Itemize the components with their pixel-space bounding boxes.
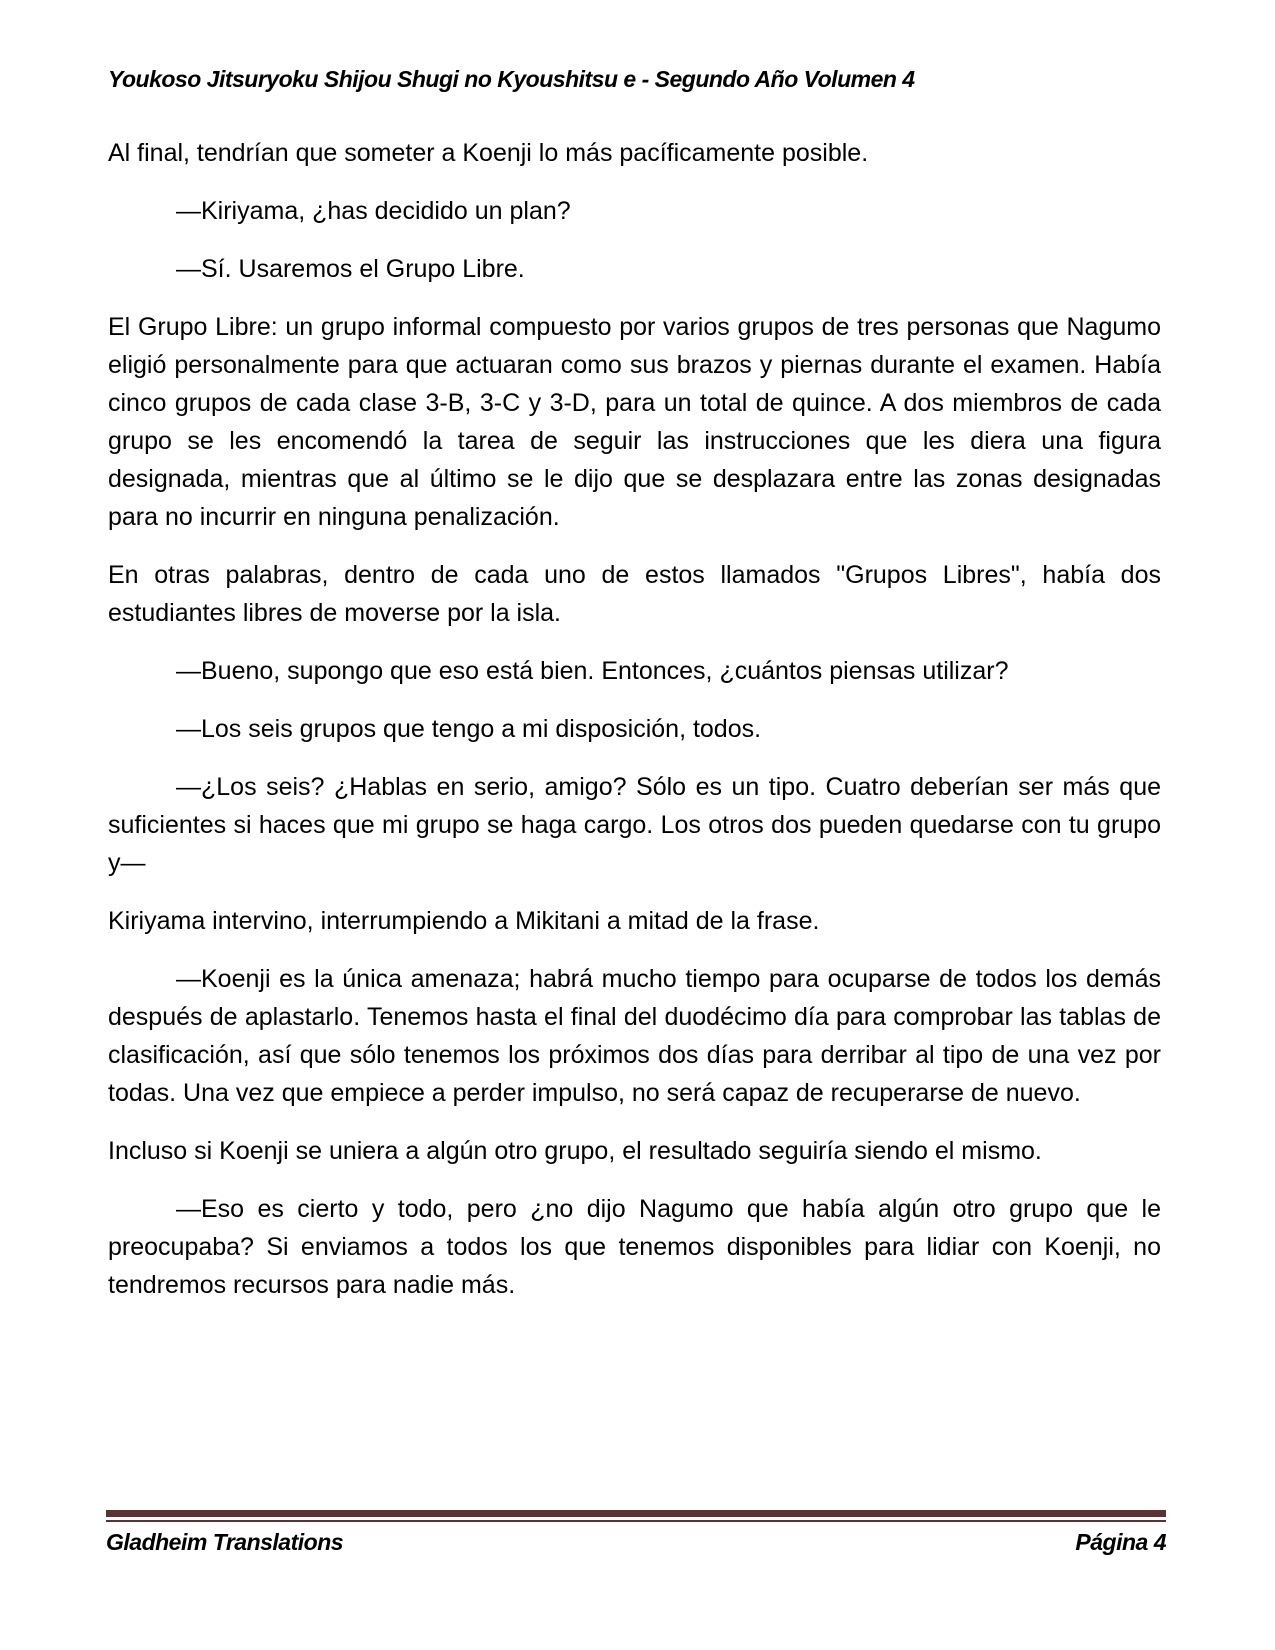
paragraph: Incluso si Koenji se uniera a algún otro grupo, el resultado seguiría siendo el mismo. — [108, 1137, 1042, 1165]
paragraph: —Eso es cierto y todo, pero ¿no dijo Nagumo que había algún otro grupo que le preocupaba? Si enviamos a todos los que tenemos disponibles para lidiar con Koenji, no tendremos recursos para nadie más. — [108, 1195, 1161, 1299]
paragraph: Al final, tendrían que someter a Koenji lo más pacíficamente posible. — [108, 139, 869, 167]
header-title: Youkoso Jitsuryoku Shijou Shugi no Kyoushitsu e - Segundo Año Volumen 4 — [108, 66, 915, 92]
body-paragraphs — [108, 134, 1161, 1324]
footer-page-number: Página 4 — [1075, 1529, 1166, 1555]
document-header — [108, 66, 1167, 93]
paragraph: El Grupo Libre: un grupo informal compuesto por varios grupos de tres personas que Nagumo eligió personalmente para que actuaran como sus brazos y piernas durante el examen. Había cinco grupos de cada clase 3-B, 3-C y 3-D, para un total de quince. A dos miembros de cada grupo se les encomendó la tarea de seguir las instrucciones que les diera una figura designada, mientras que al último se le dijo que se desplazara entre las zonas designadas para no incurrir en ninguna penalización. — [108, 313, 1161, 531]
paragraph: —Los seis grupos que tengo a mi disposición, todos. — [176, 715, 762, 743]
paragraph: —¿Los seis? ¿Hablas en serio, amigo? Sólo es un tipo. Cuatro deberían ser más que suficientes si haces que mi grupo se haga cargo. Los otros dos pueden quedarse con tu grupo y— — [108, 773, 1161, 877]
footer-rule-thin — [106, 1520, 1166, 1522]
paragraph: En otras palabras, dentro de cada uno de estos llamados "Grupos Libres", había dos estudiantes libres de moverse por la isla. — [108, 561, 1161, 627]
document-footer — [106, 1510, 1166, 1556]
paragraph: —Bueno, supongo que eso está bien. Entonces, ¿cuántos piensas utilizar? — [176, 657, 1009, 685]
footer-row — [106, 1529, 1166, 1556]
footer-translator-credit: Gladheim Translations — [106, 1529, 344, 1555]
paragraph: Kiriyama intervino, interrumpiendo a Mikitani a mitad de la frase. — [108, 907, 820, 935]
paragraph: —Sí. Usaremos el Grupo Libre. — [176, 255, 525, 283]
footer-rule-thick — [106, 1510, 1166, 1517]
paragraph: —Koenji es la única amenaza; habrá mucho tiempo para ocuparse de todos los demás después de aplastarlo. Tenemos hasta el final del duodécimo día para comprobar las tablas de clasificación, así que sólo tenemos los próximos dos días para derribar al tipo de una vez por todas. Una vez que empiece a perder impulso, no será capaz de recuperarse de nuevo. — [108, 965, 1161, 1107]
paragraph: —Kiriyama, ¿has decidido un plan? — [176, 197, 571, 225]
